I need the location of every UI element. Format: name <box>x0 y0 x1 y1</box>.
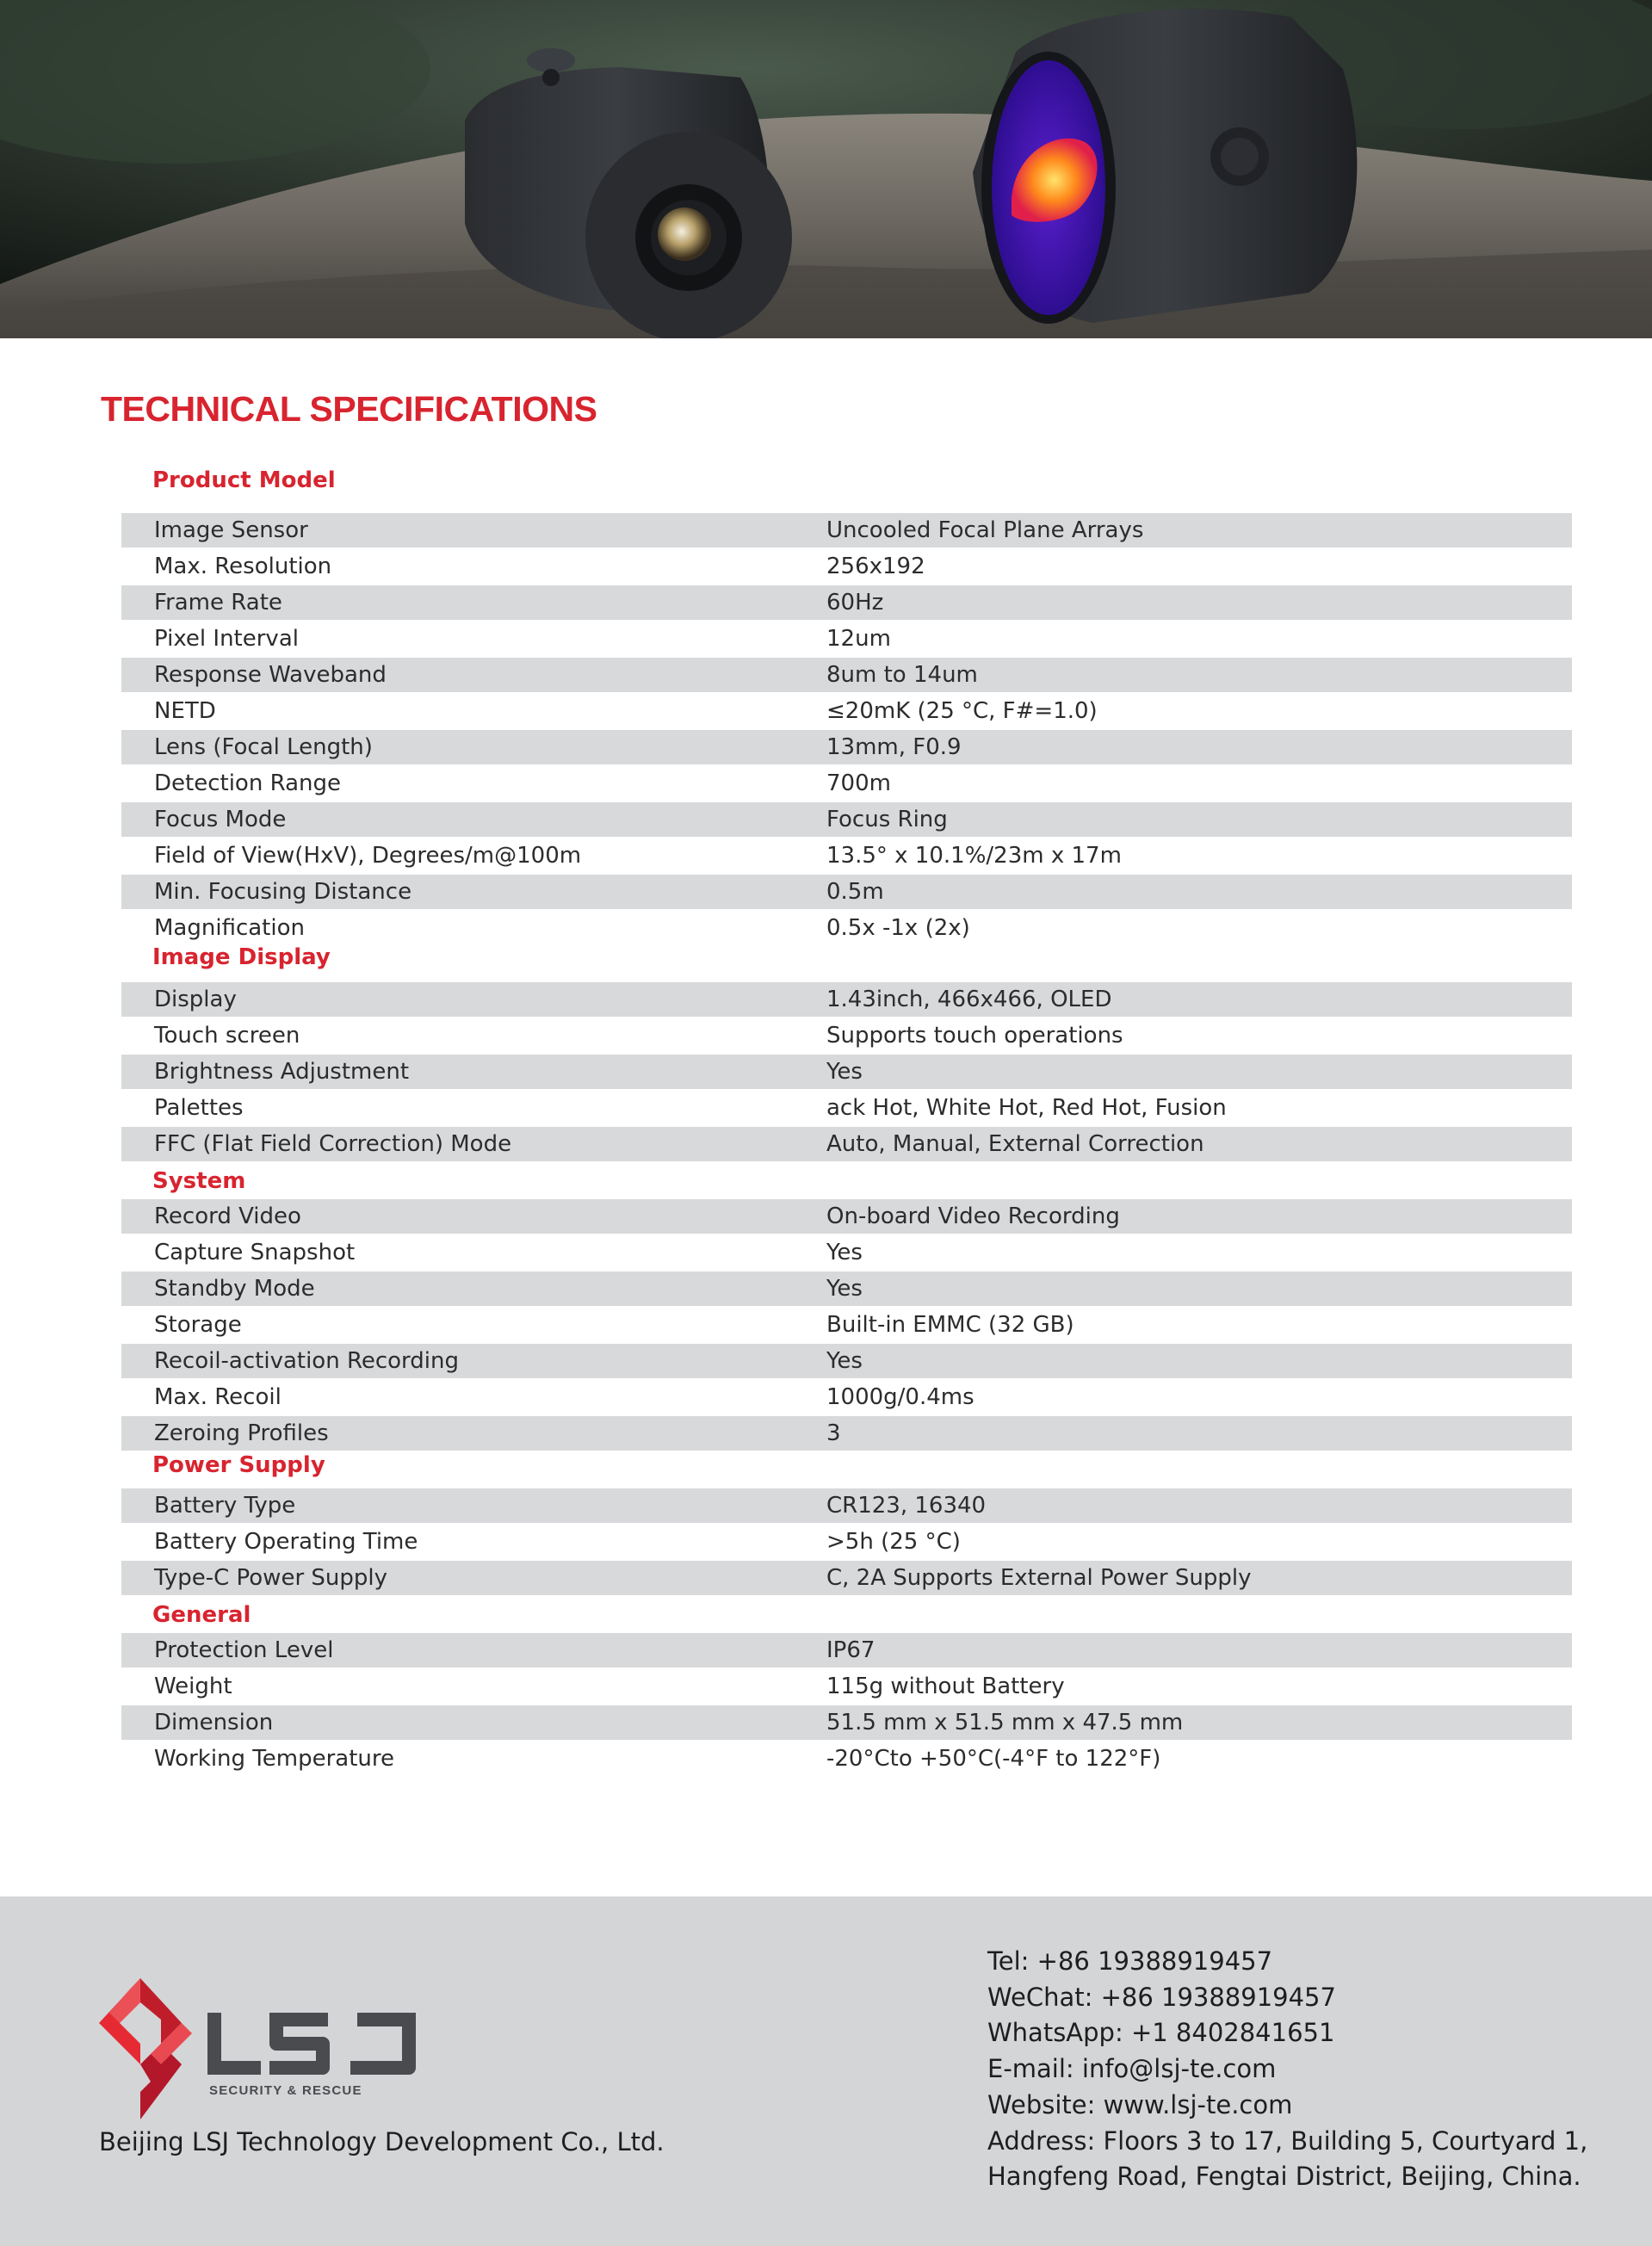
spec-value: 115g without Battery <box>826 1674 1065 1699</box>
spec-row <box>121 838 1572 873</box>
logo-wordmark <box>207 2013 416 2075</box>
page-title: TECHNICAL SPECIFICATIONS <box>101 389 597 429</box>
spec-row <box>121 1091 1572 1125</box>
spec-label: Field of View(HxV), Degrees/m@100m <box>154 843 582 869</box>
contact-website: Website: www.lsj-te.com <box>987 2089 1293 2119</box>
spec-value: Yes <box>826 1059 863 1085</box>
spec-label: Image Sensor <box>154 517 308 543</box>
spec-row <box>121 1018 1572 1053</box>
spec-row <box>121 1235 1572 1270</box>
spec-label: Capture Snapshot <box>154 1240 356 1265</box>
spec-row <box>121 1127 1572 1161</box>
spec-label: Detection Range <box>154 770 341 796</box>
spec-value: 0.5m <box>826 879 884 905</box>
section-heading-general: General <box>152 1602 251 1628</box>
lsj-logo-mark <box>99 1978 435 2125</box>
spec-label: Focus Mode <box>154 807 287 832</box>
spec-value: On-board Video Recording <box>826 1203 1120 1229</box>
spec-row <box>121 585 1572 620</box>
scope-eyepiece-view <box>973 9 1357 324</box>
spec-label: Dimension <box>154 1710 274 1736</box>
spec-label: Max. Resolution <box>154 554 332 579</box>
spec-value: CR123, 16340 <box>826 1493 987 1519</box>
spec-label: Storage <box>154 1312 242 1338</box>
spec-row <box>121 622 1572 656</box>
spec-value: ≤20mK (25 °C, F#=1.0) <box>826 698 1098 724</box>
spec-value: Built-in EMMC (32 GB) <box>826 1312 1074 1338</box>
spec-row <box>121 766 1572 801</box>
logo-tagline: SECURITY & RESCUE <box>209 2083 362 2098</box>
contact-wechat: WeChat: +86 19388919457 <box>987 1982 1336 2012</box>
spec-label: Protection Level <box>154 1637 334 1663</box>
spec-label: Response Waveband <box>154 662 387 688</box>
spec-value: 256x192 <box>826 554 925 579</box>
spec-value: Yes <box>826 1240 863 1265</box>
spec-row <box>121 549 1572 584</box>
spec-row <box>121 1488 1572 1523</box>
hero-product-image <box>0 0 1652 338</box>
contact-phone: Tel: +86 19388919457 <box>987 1946 1273 1976</box>
spec-value: 51.5 mm x 51.5 mm x 47.5 mm <box>826 1710 1184 1736</box>
spec-row <box>121 875 1572 909</box>
spec-value: 1000g/0.4ms <box>826 1384 974 1410</box>
spec-label: Max. Recoil <box>154 1384 282 1410</box>
spec-label: Standby Mode <box>154 1276 315 1302</box>
section-heading-system: System <box>152 1168 246 1194</box>
footer <box>0 1896 1652 2246</box>
spec-row <box>121 694 1572 728</box>
spec-row <box>121 1055 1572 1089</box>
contact-address-line-1: Address: Floors 3 to 17, Building 5, Courtyard 1, <box>987 2125 1588 2156</box>
spec-label: Touch screen <box>154 1023 300 1049</box>
spec-label: Pixel Interval <box>154 626 299 652</box>
spec-label: Display <box>154 987 237 1012</box>
spec-row <box>121 1380 1572 1414</box>
spec-value: Yes <box>826 1348 863 1374</box>
spec-row <box>121 982 1572 1017</box>
spec-label: Brightness Adjustment <box>154 1059 410 1085</box>
section-heading-product-model: Product Model <box>152 467 336 493</box>
spec-row <box>121 1561 1572 1595</box>
spec-value: 12um <box>826 626 891 652</box>
spec-value: IP67 <box>826 1637 875 1663</box>
spec-label: Zeroing Profiles <box>154 1420 329 1446</box>
spec-row <box>121 513 1572 548</box>
spec-value: 13.5° x 10.1%/23m x 17m <box>826 843 1122 869</box>
spec-value: >5h (25 °C) <box>826 1529 961 1555</box>
spec-label: Weight <box>154 1674 232 1699</box>
spec-row <box>121 802 1572 837</box>
spec-row <box>121 1416 1572 1451</box>
spec-row <box>121 1633 1572 1667</box>
contact-email: E-mail: info@lsj-te.com <box>987 2054 1277 2084</box>
spec-label: Battery Type <box>154 1493 296 1519</box>
spec-value: Auto, Manual, External Correction <box>826 1131 1204 1157</box>
thermal-scope-illustration <box>0 0 1652 338</box>
spec-value: 13mm, F0.9 <box>826 734 962 760</box>
contact-whatsapp: WhatsApp: +1 8402841651 <box>987 2018 1335 2048</box>
spec-row <box>121 1705 1572 1740</box>
spec-row <box>121 1742 1572 1776</box>
spec-label: Lens (Focal Length) <box>154 734 373 760</box>
spec-row <box>121 1669 1572 1704</box>
spec-row <box>121 658 1572 692</box>
section-heading-power-supply: Power Supply <box>152 1452 325 1478</box>
spec-value: Yes <box>826 1276 863 1302</box>
company-name: Beijing LSJ Technology Development Co., Ltd. <box>99 2127 665 2156</box>
spec-row <box>121 1199 1572 1234</box>
spec-value: 8um to 14um <box>826 662 978 688</box>
spec-value: -20°Cto +50°C(-4°F to 122°F) <box>826 1746 1161 1772</box>
spec-value: Uncooled Focal Plane Arrays <box>826 517 1144 543</box>
spec-label: Recoil-activation Recording <box>154 1348 459 1374</box>
spec-value: 3 <box>826 1420 841 1446</box>
spec-label: Type-C Power Supply <box>154 1565 387 1591</box>
spec-row <box>121 1308 1572 1342</box>
spec-label: Frame Rate <box>154 590 282 616</box>
contact-info <box>987 1944 1587 2195</box>
spec-value: Focus Ring <box>826 807 948 832</box>
spec-label: Magnification <box>154 915 305 941</box>
spec-label: Record Video <box>154 1203 301 1229</box>
spec-value: C, 2A Supports External Power Supply <box>826 1565 1252 1591</box>
contact-address-line-2: Hangfeng Road, Fengtai District, Beijing, China. <box>987 2162 1581 2192</box>
spec-value: Supports touch operations <box>826 1023 1123 1049</box>
spec-label: Working Temperature <box>154 1746 395 1772</box>
spec-label: NETD <box>154 698 216 724</box>
spec-value: 1.43inch, 466x466, OLED <box>826 987 1112 1012</box>
lsj-logo <box>99 1978 435 2128</box>
spec-value: 700m <box>826 770 891 796</box>
spec-row <box>121 730 1572 764</box>
spec-row <box>121 911 1572 945</box>
spec-value: 0.5x -1x (2x) <box>826 915 970 941</box>
spec-value: ack Hot, White Hot, Red Hot, Fusion <box>826 1095 1227 1121</box>
spec-label: Min. Focusing Distance <box>154 879 412 905</box>
spec-row <box>121 1525 1572 1559</box>
spec-row <box>121 1271 1572 1306</box>
spec-label: FFC (Flat Field Correction) Mode <box>154 1131 512 1157</box>
spec-row <box>121 1344 1572 1378</box>
spec-label: Palettes <box>154 1095 244 1121</box>
spec-label: Battery Operating Time <box>154 1529 418 1555</box>
section-heading-image-display: Image Display <box>152 944 331 970</box>
spec-value: 60Hz <box>826 590 884 616</box>
